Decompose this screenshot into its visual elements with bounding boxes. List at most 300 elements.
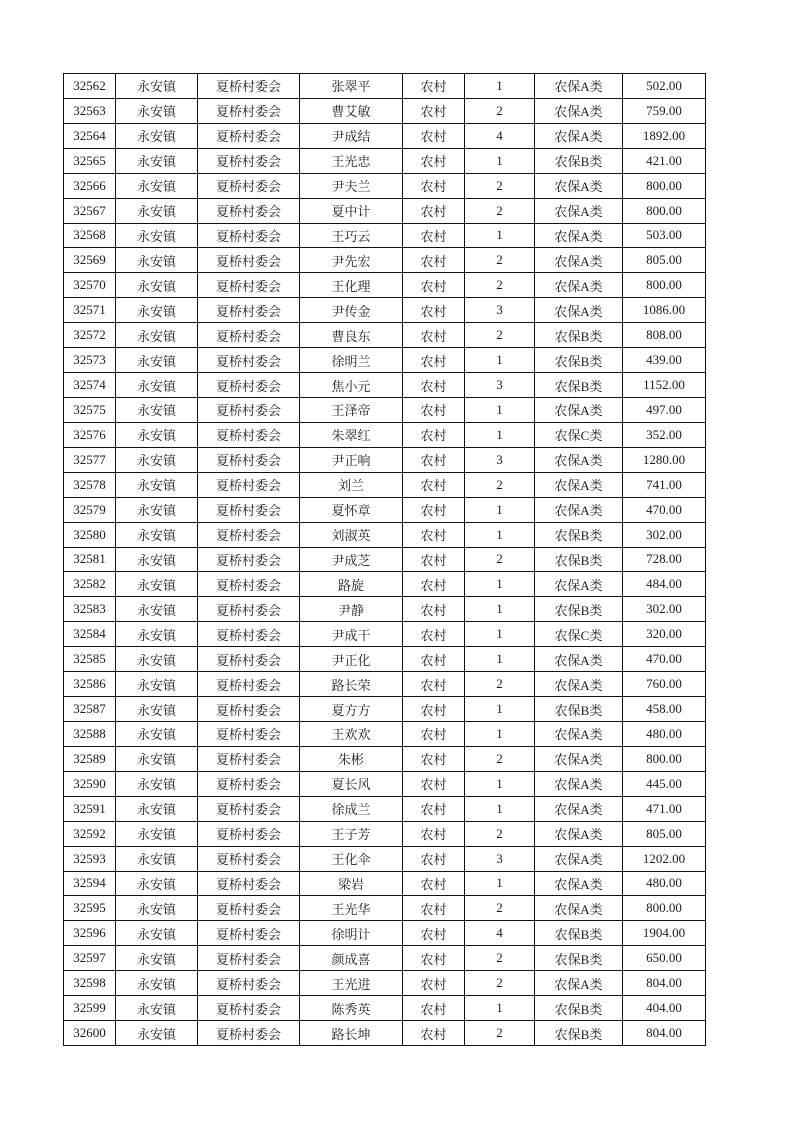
cell-serial-number: 32585 bbox=[64, 647, 116, 672]
cell-town: 永安镇 bbox=[116, 98, 198, 123]
cell-serial-number: 32593 bbox=[64, 846, 116, 871]
cell-person-count: 4 bbox=[465, 921, 535, 946]
cell-amount: 458.00 bbox=[623, 697, 706, 722]
cell-area-type: 农村 bbox=[403, 123, 465, 148]
cell-person-name: 陈秀英 bbox=[300, 996, 403, 1021]
cell-serial-number: 32597 bbox=[64, 946, 116, 971]
cell-insurance-category: 农保A类 bbox=[535, 74, 623, 99]
cell-village-committee: 夏桥村委会 bbox=[198, 323, 300, 348]
cell-area-type: 农村 bbox=[403, 921, 465, 946]
cell-insurance-category: 农保A类 bbox=[535, 223, 623, 248]
cell-amount: 808.00 bbox=[623, 323, 706, 348]
cell-person-name: 王光华 bbox=[300, 896, 403, 921]
cell-person-count: 1 bbox=[465, 721, 535, 746]
cell-person-name: 朱彬 bbox=[300, 746, 403, 771]
cell-amount: 471.00 bbox=[623, 796, 706, 821]
cell-person-count: 2 bbox=[465, 198, 535, 223]
cell-person-count: 2 bbox=[465, 273, 535, 298]
table-row bbox=[64, 921, 706, 946]
cell-person-count: 1 bbox=[465, 871, 535, 896]
cell-person-count: 3 bbox=[465, 846, 535, 871]
cell-serial-number: 32599 bbox=[64, 996, 116, 1021]
table-row bbox=[64, 422, 706, 447]
cell-town: 永安镇 bbox=[116, 597, 198, 622]
cell-town: 永安镇 bbox=[116, 721, 198, 746]
cell-village-committee: 夏桥村委会 bbox=[198, 74, 300, 99]
cell-serial-number: 32572 bbox=[64, 323, 116, 348]
cell-area-type: 农村 bbox=[403, 74, 465, 99]
cell-area-type: 农村 bbox=[403, 771, 465, 796]
cell-person-count: 1 bbox=[465, 223, 535, 248]
cell-area-type: 农村 bbox=[403, 497, 465, 522]
cell-amount: 470.00 bbox=[623, 647, 706, 672]
cell-person-count: 3 bbox=[465, 373, 535, 398]
cell-town: 永安镇 bbox=[116, 1021, 198, 1046]
cell-person-name: 尹成结 bbox=[300, 123, 403, 148]
cell-person-name: 曹良东 bbox=[300, 323, 403, 348]
cell-person-name: 王化理 bbox=[300, 273, 403, 298]
cell-person-name: 焦小元 bbox=[300, 373, 403, 398]
cell-area-type: 农村 bbox=[403, 472, 465, 497]
cell-insurance-category: 农保A类 bbox=[535, 198, 623, 223]
cell-town: 永安镇 bbox=[116, 996, 198, 1021]
cell-person-name: 王泽帝 bbox=[300, 397, 403, 422]
cell-amount: 503.00 bbox=[623, 223, 706, 248]
cell-person-count: 2 bbox=[465, 323, 535, 348]
cell-person-count: 3 bbox=[465, 447, 535, 472]
cell-serial-number: 32582 bbox=[64, 572, 116, 597]
cell-insurance-category: 农保A类 bbox=[535, 871, 623, 896]
table-row bbox=[64, 223, 706, 248]
table-row bbox=[64, 971, 706, 996]
cell-insurance-category: 农保A类 bbox=[535, 846, 623, 871]
cell-village-committee: 夏桥村委会 bbox=[198, 821, 300, 846]
cell-person-count: 2 bbox=[465, 173, 535, 198]
cell-town: 永安镇 bbox=[116, 248, 198, 273]
cell-amount: 1086.00 bbox=[623, 298, 706, 323]
cell-serial-number: 32581 bbox=[64, 547, 116, 572]
cell-town: 永安镇 bbox=[116, 672, 198, 697]
cell-amount: 421.00 bbox=[623, 148, 706, 173]
cell-insurance-category: 农保B类 bbox=[535, 597, 623, 622]
cell-serial-number: 32571 bbox=[64, 298, 116, 323]
cell-person-name: 尹正响 bbox=[300, 447, 403, 472]
cell-village-committee: 夏桥村委会 bbox=[198, 173, 300, 198]
cell-town: 永安镇 bbox=[116, 547, 198, 572]
cell-person-name: 徐明兰 bbox=[300, 348, 403, 373]
cell-person-name: 徐明计 bbox=[300, 921, 403, 946]
cell-person-count: 4 bbox=[465, 123, 535, 148]
cell-village-committee: 夏桥村委会 bbox=[198, 721, 300, 746]
cell-serial-number: 32565 bbox=[64, 148, 116, 173]
benefits-roster-table bbox=[63, 73, 706, 1046]
cell-insurance-category: 农保B类 bbox=[535, 547, 623, 572]
table-row bbox=[64, 896, 706, 921]
cell-person-count: 2 bbox=[465, 746, 535, 771]
cell-insurance-category: 农保A类 bbox=[535, 248, 623, 273]
cell-town: 永安镇 bbox=[116, 373, 198, 398]
cell-person-name: 王光进 bbox=[300, 971, 403, 996]
cell-serial-number: 32574 bbox=[64, 373, 116, 398]
table-body bbox=[64, 74, 706, 1046]
cell-village-committee: 夏桥村委会 bbox=[198, 248, 300, 273]
cell-person-count: 1 bbox=[465, 74, 535, 99]
cell-serial-number: 32589 bbox=[64, 746, 116, 771]
cell-person-name: 尹夫兰 bbox=[300, 173, 403, 198]
cell-person-count: 2 bbox=[465, 971, 535, 996]
cell-village-committee: 夏桥村委会 bbox=[198, 896, 300, 921]
cell-area-type: 农村 bbox=[403, 522, 465, 547]
cell-person-count: 1 bbox=[465, 497, 535, 522]
cell-serial-number: 32578 bbox=[64, 472, 116, 497]
cell-amount: 741.00 bbox=[623, 472, 706, 497]
cell-insurance-category: 农保B类 bbox=[535, 1021, 623, 1046]
cell-person-name: 王子芳 bbox=[300, 821, 403, 846]
cell-village-committee: 夏桥村委会 bbox=[198, 796, 300, 821]
cell-insurance-category: 农保A类 bbox=[535, 796, 623, 821]
cell-person-count: 1 bbox=[465, 572, 535, 597]
cell-area-type: 农村 bbox=[403, 148, 465, 173]
cell-amount: 1280.00 bbox=[623, 447, 706, 472]
cell-insurance-category: 农保B类 bbox=[535, 946, 623, 971]
cell-amount: 800.00 bbox=[623, 173, 706, 198]
cell-town: 永安镇 bbox=[116, 896, 198, 921]
cell-insurance-category: 农保A类 bbox=[535, 472, 623, 497]
cell-amount: 352.00 bbox=[623, 422, 706, 447]
cell-serial-number: 32596 bbox=[64, 921, 116, 946]
cell-serial-number: 32566 bbox=[64, 173, 116, 198]
table-row bbox=[64, 871, 706, 896]
cell-insurance-category: 农保A类 bbox=[535, 123, 623, 148]
cell-person-name: 梁岩 bbox=[300, 871, 403, 896]
cell-village-committee: 夏桥村委会 bbox=[198, 746, 300, 771]
cell-serial-number: 32587 bbox=[64, 697, 116, 722]
cell-person-name: 尹成干 bbox=[300, 622, 403, 647]
cell-area-type: 农村 bbox=[403, 98, 465, 123]
cell-area-type: 农村 bbox=[403, 846, 465, 871]
cell-area-type: 农村 bbox=[403, 597, 465, 622]
cell-insurance-category: 农保A类 bbox=[535, 273, 623, 298]
cell-insurance-category: 农保A类 bbox=[535, 896, 623, 921]
table-row bbox=[64, 173, 706, 198]
cell-insurance-category: 农保A类 bbox=[535, 672, 623, 697]
cell-serial-number: 32588 bbox=[64, 721, 116, 746]
cell-person-name: 尹传金 bbox=[300, 298, 403, 323]
cell-serial-number: 32563 bbox=[64, 98, 116, 123]
cell-area-type: 农村 bbox=[403, 397, 465, 422]
cell-person-name: 尹成芝 bbox=[300, 547, 403, 572]
cell-village-committee: 夏桥村委会 bbox=[198, 522, 300, 547]
cell-serial-number: 32562 bbox=[64, 74, 116, 99]
cell-amount: 805.00 bbox=[623, 821, 706, 846]
table-row bbox=[64, 98, 706, 123]
cell-person-count: 1 bbox=[465, 148, 535, 173]
cell-village-committee: 夏桥村委会 bbox=[198, 846, 300, 871]
cell-person-count: 3 bbox=[465, 298, 535, 323]
cell-serial-number: 32598 bbox=[64, 971, 116, 996]
table-row bbox=[64, 796, 706, 821]
cell-person-name: 夏中计 bbox=[300, 198, 403, 223]
table-row bbox=[64, 996, 706, 1021]
cell-amount: 502.00 bbox=[623, 74, 706, 99]
table-row bbox=[64, 123, 706, 148]
cell-amount: 404.00 bbox=[623, 996, 706, 1021]
cell-area-type: 农村 bbox=[403, 248, 465, 273]
cell-amount: 804.00 bbox=[623, 971, 706, 996]
cell-insurance-category: 农保A类 bbox=[535, 447, 623, 472]
cell-person-name: 王巧云 bbox=[300, 223, 403, 248]
cell-area-type: 农村 bbox=[403, 896, 465, 921]
cell-town: 永安镇 bbox=[116, 173, 198, 198]
cell-area-type: 农村 bbox=[403, 547, 465, 572]
cell-amount: 800.00 bbox=[623, 273, 706, 298]
cell-amount: 1152.00 bbox=[623, 373, 706, 398]
table-row bbox=[64, 447, 706, 472]
cell-serial-number: 32567 bbox=[64, 198, 116, 223]
cell-town: 永安镇 bbox=[116, 497, 198, 522]
cell-serial-number: 32580 bbox=[64, 522, 116, 547]
cell-village-committee: 夏桥村委会 bbox=[198, 996, 300, 1021]
cell-amount: 320.00 bbox=[623, 622, 706, 647]
cell-town: 永安镇 bbox=[116, 921, 198, 946]
cell-serial-number: 32575 bbox=[64, 397, 116, 422]
cell-insurance-category: 农保B类 bbox=[535, 148, 623, 173]
cell-town: 永安镇 bbox=[116, 946, 198, 971]
cell-village-committee: 夏桥村委会 bbox=[198, 622, 300, 647]
cell-insurance-category: 农保A类 bbox=[535, 721, 623, 746]
cell-town: 永安镇 bbox=[116, 273, 198, 298]
cell-person-count: 1 bbox=[465, 647, 535, 672]
table-row bbox=[64, 547, 706, 572]
cell-person-name: 王欢欢 bbox=[300, 721, 403, 746]
cell-amount: 760.00 bbox=[623, 672, 706, 697]
cell-serial-number: 32595 bbox=[64, 896, 116, 921]
cell-serial-number: 32569 bbox=[64, 248, 116, 273]
cell-town: 永安镇 bbox=[116, 198, 198, 223]
cell-person-name: 夏长风 bbox=[300, 771, 403, 796]
cell-area-type: 农村 bbox=[403, 746, 465, 771]
cell-person-count: 2 bbox=[465, 672, 535, 697]
cell-person-name: 尹先宏 bbox=[300, 248, 403, 273]
cell-serial-number: 32564 bbox=[64, 123, 116, 148]
cell-amount: 800.00 bbox=[623, 746, 706, 771]
cell-area-type: 农村 bbox=[403, 173, 465, 198]
table-row bbox=[64, 497, 706, 522]
cell-village-committee: 夏桥村委会 bbox=[198, 921, 300, 946]
table-row bbox=[64, 522, 706, 547]
cell-insurance-category: 农保B类 bbox=[535, 323, 623, 348]
cell-person-count: 1 bbox=[465, 697, 535, 722]
cell-person-name: 朱翠红 bbox=[300, 422, 403, 447]
cell-amount: 470.00 bbox=[623, 497, 706, 522]
cell-insurance-category: 农保A类 bbox=[535, 497, 623, 522]
cell-person-count: 1 bbox=[465, 422, 535, 447]
cell-amount: 302.00 bbox=[623, 522, 706, 547]
cell-town: 永安镇 bbox=[116, 298, 198, 323]
cell-person-count: 1 bbox=[465, 348, 535, 373]
cell-amount: 1892.00 bbox=[623, 123, 706, 148]
cell-village-committee: 夏桥村委会 bbox=[198, 547, 300, 572]
cell-amount: 480.00 bbox=[623, 871, 706, 896]
cell-person-count: 2 bbox=[465, 821, 535, 846]
table-row bbox=[64, 323, 706, 348]
cell-person-name: 徐成兰 bbox=[300, 796, 403, 821]
cell-insurance-category: 农保A类 bbox=[535, 572, 623, 597]
cell-village-committee: 夏桥村委会 bbox=[198, 497, 300, 522]
cell-village-committee: 夏桥村委会 bbox=[198, 672, 300, 697]
cell-town: 永安镇 bbox=[116, 74, 198, 99]
cell-town: 永安镇 bbox=[116, 697, 198, 722]
cell-village-committee: 夏桥村委会 bbox=[198, 597, 300, 622]
cell-serial-number: 32592 bbox=[64, 821, 116, 846]
table-row bbox=[64, 248, 706, 273]
cell-person-name: 夏方方 bbox=[300, 697, 403, 722]
cell-town: 永安镇 bbox=[116, 522, 198, 547]
table-row bbox=[64, 622, 706, 647]
cell-person-count: 1 bbox=[465, 996, 535, 1021]
cell-person-name: 路长坤 bbox=[300, 1021, 403, 1046]
cell-village-committee: 夏桥村委会 bbox=[198, 148, 300, 173]
cell-village-committee: 夏桥村委会 bbox=[198, 971, 300, 996]
cell-town: 永安镇 bbox=[116, 148, 198, 173]
cell-person-name: 王光忠 bbox=[300, 148, 403, 173]
cell-person-count: 2 bbox=[465, 547, 535, 572]
table-row bbox=[64, 597, 706, 622]
cell-amount: 728.00 bbox=[623, 547, 706, 572]
table-row bbox=[64, 148, 706, 173]
cell-amount: 302.00 bbox=[623, 597, 706, 622]
cell-area-type: 农村 bbox=[403, 721, 465, 746]
cell-area-type: 农村 bbox=[403, 672, 465, 697]
cell-area-type: 农村 bbox=[403, 273, 465, 298]
cell-village-committee: 夏桥村委会 bbox=[198, 198, 300, 223]
cell-area-type: 农村 bbox=[403, 223, 465, 248]
cell-insurance-category: 农保B类 bbox=[535, 348, 623, 373]
cell-area-type: 农村 bbox=[403, 946, 465, 971]
cell-person-count: 1 bbox=[465, 397, 535, 422]
table-row bbox=[64, 572, 706, 597]
cell-town: 永安镇 bbox=[116, 323, 198, 348]
cell-person-name: 路旋 bbox=[300, 572, 403, 597]
cell-town: 永安镇 bbox=[116, 422, 198, 447]
cell-amount: 1904.00 bbox=[623, 921, 706, 946]
cell-insurance-category: 农保B类 bbox=[535, 697, 623, 722]
cell-person-name: 路长荣 bbox=[300, 672, 403, 697]
cell-person-name: 夏怀章 bbox=[300, 497, 403, 522]
cell-person-count: 2 bbox=[465, 946, 535, 971]
cell-town: 永安镇 bbox=[116, 796, 198, 821]
table-row bbox=[64, 771, 706, 796]
cell-person-name: 刘淑英 bbox=[300, 522, 403, 547]
table-row bbox=[64, 74, 706, 99]
cell-person-name: 曹艾敏 bbox=[300, 98, 403, 123]
cell-town: 永安镇 bbox=[116, 846, 198, 871]
cell-area-type: 农村 bbox=[403, 1021, 465, 1046]
table-row bbox=[64, 846, 706, 871]
table-row bbox=[64, 821, 706, 846]
cell-serial-number: 32586 bbox=[64, 672, 116, 697]
cell-village-committee: 夏桥村委会 bbox=[198, 273, 300, 298]
cell-village-committee: 夏桥村委会 bbox=[198, 348, 300, 373]
table-row bbox=[64, 697, 706, 722]
cell-town: 永安镇 bbox=[116, 223, 198, 248]
cell-village-committee: 夏桥村委会 bbox=[198, 472, 300, 497]
cell-area-type: 农村 bbox=[403, 422, 465, 447]
cell-serial-number: 32568 bbox=[64, 223, 116, 248]
cell-village-committee: 夏桥村委会 bbox=[198, 98, 300, 123]
cell-serial-number: 32579 bbox=[64, 497, 116, 522]
table-row bbox=[64, 198, 706, 223]
cell-person-name: 王化伞 bbox=[300, 846, 403, 871]
cell-town: 永安镇 bbox=[116, 871, 198, 896]
cell-person-count: 2 bbox=[465, 1021, 535, 1046]
cell-town: 永安镇 bbox=[116, 647, 198, 672]
cell-village-committee: 夏桥村委会 bbox=[198, 422, 300, 447]
cell-area-type: 农村 bbox=[403, 796, 465, 821]
cell-village-committee: 夏桥村委会 bbox=[198, 697, 300, 722]
cell-amount: 1202.00 bbox=[623, 846, 706, 871]
cell-person-count: 1 bbox=[465, 597, 535, 622]
cell-village-committee: 夏桥村委会 bbox=[198, 771, 300, 796]
cell-area-type: 农村 bbox=[403, 447, 465, 472]
table-row bbox=[64, 397, 706, 422]
table-row bbox=[64, 348, 706, 373]
cell-area-type: 农村 bbox=[403, 622, 465, 647]
cell-insurance-category: 农保A类 bbox=[535, 746, 623, 771]
cell-village-committee: 夏桥村委会 bbox=[198, 397, 300, 422]
cell-insurance-category: 农保A类 bbox=[535, 771, 623, 796]
cell-village-committee: 夏桥村委会 bbox=[198, 123, 300, 148]
cell-serial-number: 32594 bbox=[64, 871, 116, 896]
cell-person-count: 2 bbox=[465, 472, 535, 497]
cell-amount: 439.00 bbox=[623, 348, 706, 373]
cell-insurance-category: 农保A类 bbox=[535, 173, 623, 198]
cell-serial-number: 32577 bbox=[64, 447, 116, 472]
cell-insurance-category: 农保B类 bbox=[535, 373, 623, 398]
cell-amount: 445.00 bbox=[623, 771, 706, 796]
cell-serial-number: 32573 bbox=[64, 348, 116, 373]
cell-insurance-category: 农保B类 bbox=[535, 522, 623, 547]
cell-area-type: 农村 bbox=[403, 373, 465, 398]
cell-insurance-category: 农保A类 bbox=[535, 298, 623, 323]
cell-insurance-category: 农保C类 bbox=[535, 622, 623, 647]
cell-serial-number: 32600 bbox=[64, 1021, 116, 1046]
cell-area-type: 农村 bbox=[403, 647, 465, 672]
cell-area-type: 农村 bbox=[403, 697, 465, 722]
cell-serial-number: 32570 bbox=[64, 273, 116, 298]
table-row bbox=[64, 273, 706, 298]
cell-insurance-category: 农保A类 bbox=[535, 971, 623, 996]
cell-amount: 484.00 bbox=[623, 572, 706, 597]
table-row bbox=[64, 472, 706, 497]
cell-person-count: 2 bbox=[465, 896, 535, 921]
cell-village-committee: 夏桥村委会 bbox=[198, 647, 300, 672]
cell-person-count: 1 bbox=[465, 771, 535, 796]
cell-village-committee: 夏桥村委会 bbox=[198, 946, 300, 971]
cell-area-type: 农村 bbox=[403, 821, 465, 846]
cell-area-type: 农村 bbox=[403, 323, 465, 348]
cell-village-committee: 夏桥村委会 bbox=[198, 871, 300, 896]
cell-village-committee: 夏桥村委会 bbox=[198, 373, 300, 398]
cell-town: 永安镇 bbox=[116, 472, 198, 497]
cell-insurance-category: 农保C类 bbox=[535, 422, 623, 447]
cell-village-committee: 夏桥村委会 bbox=[198, 1021, 300, 1046]
cell-serial-number: 32583 bbox=[64, 597, 116, 622]
cell-town: 永安镇 bbox=[116, 447, 198, 472]
cell-town: 永安镇 bbox=[116, 572, 198, 597]
cell-town: 永安镇 bbox=[116, 771, 198, 796]
cell-insurance-category: 农保A类 bbox=[535, 98, 623, 123]
